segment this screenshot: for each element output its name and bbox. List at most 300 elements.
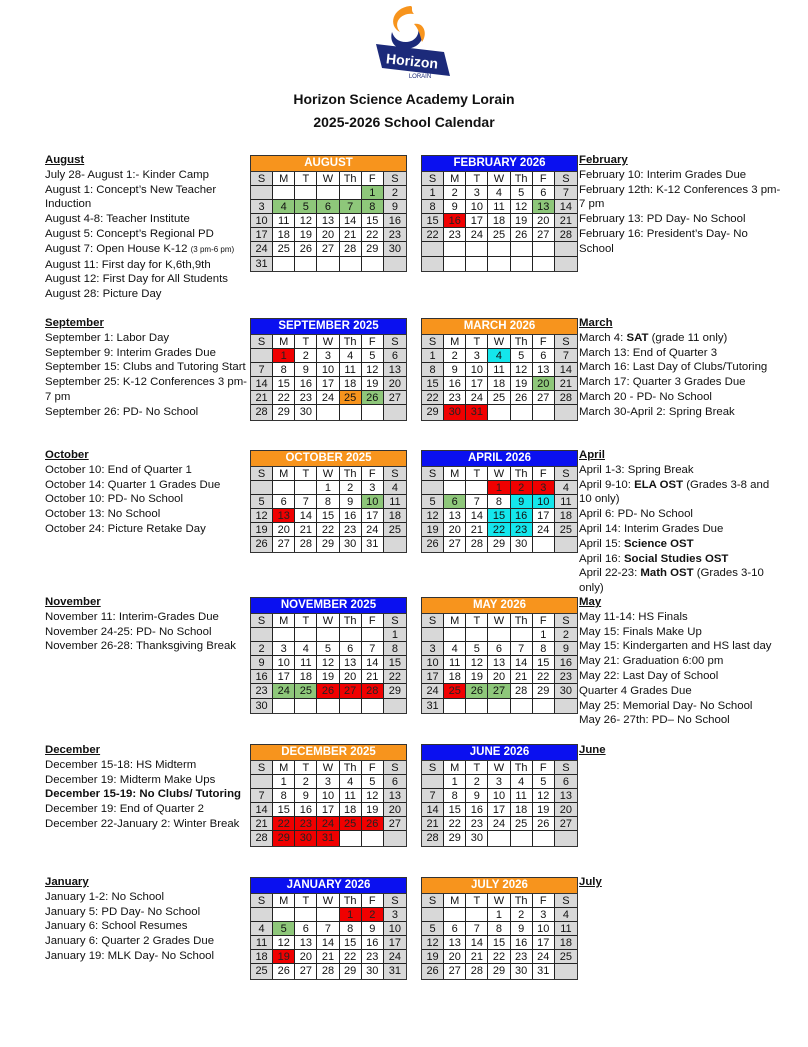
calendar-day: 25 bbox=[555, 523, 577, 537]
weekday-label: S bbox=[422, 467, 444, 481]
calendar-empty-cell bbox=[466, 628, 488, 642]
calendar-day: 6 bbox=[340, 642, 362, 656]
calendar-day: 30 bbox=[251, 699, 273, 713]
calendar-day: 16 bbox=[251, 670, 273, 684]
weekday-label: Th bbox=[511, 761, 533, 775]
calendar-month-header: JANUARY 2026 bbox=[251, 878, 406, 894]
calendar-day: 10 bbox=[533, 922, 555, 936]
calendar-day: 3 bbox=[488, 775, 510, 789]
calendar-day: 12 bbox=[295, 214, 317, 228]
calendar-day: 4 bbox=[340, 775, 362, 789]
weekday-label: F bbox=[362, 467, 384, 481]
calendar-day: 28 bbox=[295, 537, 317, 551]
section-heading: May bbox=[579, 596, 602, 608]
calendar-day: 29 bbox=[273, 405, 295, 419]
calendar-month-header: APRIL 2026 bbox=[422, 451, 577, 467]
calendar-day: 11 bbox=[340, 789, 362, 803]
calendar-day: 27 bbox=[384, 391, 406, 405]
calendar-day: 17 bbox=[317, 803, 339, 817]
calendar-empty-cell bbox=[444, 242, 466, 256]
weekday-label: T bbox=[466, 335, 488, 349]
calendar-day: 23 bbox=[362, 950, 384, 964]
calendar-day: 7 bbox=[555, 349, 577, 363]
calendar-day: 10 bbox=[251, 214, 273, 228]
section-heading: June bbox=[579, 744, 606, 756]
weekday-label: W bbox=[317, 335, 339, 349]
calendar-day: 23 bbox=[511, 950, 533, 964]
calendar-day: 22 bbox=[444, 817, 466, 831]
calendar-october-2025 bbox=[250, 450, 407, 553]
weekday-label: W bbox=[488, 614, 510, 628]
calendar-day: 30 bbox=[340, 537, 362, 551]
calendar-day: 19 bbox=[533, 803, 555, 817]
calendar-day: 5 bbox=[533, 775, 555, 789]
event-item: October 14: Quarter 1 Grades Due bbox=[45, 478, 221, 491]
calendar-day: 14 bbox=[251, 803, 273, 817]
calendar-day: 24 bbox=[533, 950, 555, 964]
calendar-day: 19 bbox=[422, 950, 444, 964]
calendar-month-header: OCTOBER 2025 bbox=[251, 451, 406, 467]
svg-text:Horizon: Horizon bbox=[385, 50, 439, 72]
calendar-empty-cell bbox=[466, 699, 488, 713]
calendar-empty-cell bbox=[555, 964, 577, 978]
weekday-label: S bbox=[555, 467, 577, 481]
calendar-day: 16 bbox=[511, 509, 533, 523]
calendar-day: 14 bbox=[251, 377, 273, 391]
calendar-november-2025 bbox=[250, 597, 407, 714]
calendar-empty-cell bbox=[444, 699, 466, 713]
calendar-empty-cell bbox=[295, 257, 317, 271]
calendar-empty-cell bbox=[488, 242, 510, 256]
calendar-day: 6 bbox=[488, 642, 510, 656]
calendar-empty-cell bbox=[533, 831, 555, 845]
calendar-day: 21 bbox=[422, 817, 444, 831]
calendar-day: 4 bbox=[488, 186, 510, 200]
calendar-empty-cell bbox=[295, 481, 317, 495]
event-item: May 15: Finals Make Up bbox=[579, 625, 702, 638]
calendar-empty-cell bbox=[384, 537, 406, 551]
weekday-label: S bbox=[555, 335, 577, 349]
calendar-day: 29 bbox=[533, 684, 555, 698]
weekday-label: S bbox=[251, 761, 273, 775]
calendar-empty-cell bbox=[555, 537, 577, 551]
calendar-day: 13 bbox=[295, 936, 317, 950]
calendar-day: 17 bbox=[466, 377, 488, 391]
calendar-day: 22 bbox=[362, 228, 384, 242]
calendar-day: 16 bbox=[511, 936, 533, 950]
event-item: October 10: PD- No School bbox=[45, 493, 184, 506]
calendar-day: 19 bbox=[362, 803, 384, 817]
calendar-day: 6 bbox=[295, 922, 317, 936]
calendar-day: 20 bbox=[273, 523, 295, 537]
weekday-label: Th bbox=[511, 335, 533, 349]
calendar-empty-cell bbox=[362, 405, 384, 419]
calendar-empty-cell bbox=[444, 908, 466, 922]
calendar-day: 13 bbox=[340, 656, 362, 670]
calendar-day: 2 bbox=[362, 908, 384, 922]
calendar-day: 26 bbox=[511, 228, 533, 242]
calendar-empty-cell bbox=[511, 628, 533, 642]
weekday-label: F bbox=[362, 894, 384, 908]
weekday-label: T bbox=[295, 172, 317, 186]
calendar-day: 27 bbox=[533, 228, 555, 242]
calendar-day: 21 bbox=[362, 670, 384, 684]
calendar-month-header: AUGUST bbox=[251, 156, 406, 172]
calendar-day: 9 bbox=[444, 200, 466, 214]
calendar-day: 12 bbox=[422, 509, 444, 523]
calendar-day: 17 bbox=[422, 670, 444, 684]
calendar-day: 7 bbox=[362, 642, 384, 656]
calendar-day: 8 bbox=[488, 922, 510, 936]
calendar-day: 20 bbox=[533, 214, 555, 228]
calendar-day: 12 bbox=[533, 789, 555, 803]
calendar-empty-cell bbox=[466, 257, 488, 271]
event-item: March 13: End of Quarter 3 bbox=[579, 346, 718, 359]
calendar-day: 18 bbox=[488, 377, 510, 391]
calendar-day: 13 bbox=[488, 656, 510, 670]
calendar-day: 26 bbox=[362, 391, 384, 405]
weekday-label: W bbox=[488, 172, 510, 186]
event-item: April 1-3: Spring Break bbox=[579, 463, 694, 476]
calendar-day: 27 bbox=[273, 537, 295, 551]
calendar-day: 2 bbox=[444, 349, 466, 363]
calendar-day: 30 bbox=[295, 831, 317, 845]
calendar-empty-cell bbox=[362, 257, 384, 271]
events-august bbox=[45, 153, 250, 302]
calendar-day: 23 bbox=[295, 391, 317, 405]
calendar-day: 5 bbox=[511, 186, 533, 200]
calendar-day: 17 bbox=[488, 803, 510, 817]
calendar-day: 11 bbox=[273, 214, 295, 228]
calendar-empty-cell bbox=[251, 775, 273, 789]
calendar-day: 28 bbox=[466, 537, 488, 551]
calendar-empty-cell bbox=[533, 257, 555, 271]
calendar-day: 24 bbox=[317, 817, 339, 831]
calendar-empty-cell bbox=[251, 628, 273, 642]
calendar-april-2026 bbox=[421, 450, 578, 553]
calendar-day: 24 bbox=[273, 684, 295, 698]
calendar-day: 3 bbox=[384, 908, 406, 922]
events-june bbox=[579, 743, 784, 758]
calendar-day: 31 bbox=[251, 257, 273, 271]
calendar-day: 17 bbox=[251, 228, 273, 242]
calendar-day: 27 bbox=[295, 964, 317, 978]
calendar-day: 4 bbox=[273, 200, 295, 214]
calendar-day: 26 bbox=[273, 964, 295, 978]
calendar-day: 23 bbox=[555, 670, 577, 684]
weekday-label: F bbox=[533, 335, 555, 349]
event-item: August 4-8: Teacher Institute bbox=[45, 213, 190, 226]
calendar-empty-cell bbox=[317, 628, 339, 642]
events-october bbox=[45, 448, 250, 537]
calendar-day: 14 bbox=[466, 509, 488, 523]
calendar-empty-cell bbox=[422, 908, 444, 922]
weekday-label: S bbox=[422, 172, 444, 186]
weekday-label: F bbox=[533, 761, 555, 775]
event-item: October 13: No School bbox=[45, 508, 161, 521]
event-item: May 21: Graduation 6:00 pm bbox=[579, 655, 724, 668]
calendar-empty-cell bbox=[295, 628, 317, 642]
calendar-day: 8 bbox=[422, 200, 444, 214]
calendar-day: 7 bbox=[422, 789, 444, 803]
weekday-label: Th bbox=[340, 172, 362, 186]
calendar-march-2026 bbox=[421, 318, 578, 421]
calendar-day: 9 bbox=[555, 642, 577, 656]
calendar-day: 4 bbox=[251, 922, 273, 936]
calendar-august bbox=[250, 155, 407, 272]
calendar-day: 13 bbox=[444, 936, 466, 950]
calendar-day: 29 bbox=[488, 537, 510, 551]
calendar-day: 19 bbox=[273, 950, 295, 964]
calendar-day: 31 bbox=[422, 699, 444, 713]
calendar-day: 26 bbox=[295, 242, 317, 256]
calendar-day: 25 bbox=[340, 391, 362, 405]
calendar-day: 18 bbox=[444, 670, 466, 684]
calendar-empty-cell bbox=[422, 257, 444, 271]
calendar-day: 1 bbox=[273, 775, 295, 789]
calendar-day: 16 bbox=[384, 214, 406, 228]
events-february bbox=[579, 153, 784, 257]
calendar-day: 9 bbox=[511, 922, 533, 936]
calendar-day: 4 bbox=[555, 908, 577, 922]
weekday-label: Th bbox=[340, 894, 362, 908]
calendar-day: 31 bbox=[466, 405, 488, 419]
calendar-empty-cell bbox=[555, 242, 577, 256]
calendar-empty-cell bbox=[362, 699, 384, 713]
events-july bbox=[579, 875, 784, 890]
calendar-empty-cell bbox=[422, 628, 444, 642]
event-item: November 24-25: PD- No School bbox=[45, 625, 212, 638]
calendar-day: 17 bbox=[273, 670, 295, 684]
section-heading: September bbox=[45, 317, 104, 329]
calendar-day: 20 bbox=[317, 228, 339, 242]
calendar-day: 22 bbox=[317, 523, 339, 537]
calendar-day: 3 bbox=[251, 200, 273, 214]
calendar-day: 19 bbox=[317, 670, 339, 684]
calendar-day: 4 bbox=[340, 349, 362, 363]
svg-text:LORAIN: LORAIN bbox=[408, 74, 432, 80]
calendar-day: 4 bbox=[488, 349, 510, 363]
calendar-day: 6 bbox=[384, 349, 406, 363]
event-item: January 19: MLK Day- No School bbox=[45, 949, 215, 962]
weekday-label: M bbox=[444, 894, 466, 908]
calendar-day: 18 bbox=[384, 509, 406, 523]
event-item: February 10: Interim Grades Due bbox=[579, 168, 747, 181]
calendar-day: 9 bbox=[384, 200, 406, 214]
calendar-day: 13 bbox=[273, 509, 295, 523]
calendar-day: 1 bbox=[444, 775, 466, 789]
calendar-day: 26 bbox=[251, 537, 273, 551]
calendar-day: 17 bbox=[533, 509, 555, 523]
event-item: February 16: President’s Day- No School bbox=[579, 227, 748, 255]
calendar-day: 18 bbox=[511, 803, 533, 817]
calendar-day: 1 bbox=[362, 186, 384, 200]
calendar-title: 2025-2026 School Calendar bbox=[313, 114, 495, 130]
event-item: November 11: Interim-Grades Due bbox=[45, 610, 219, 623]
event-item: December 15-19: No Clubs/ Tutoring bbox=[45, 788, 241, 801]
calendar-day: 13 bbox=[317, 214, 339, 228]
calendar-day: 15 bbox=[273, 377, 295, 391]
weekday-label: Th bbox=[340, 614, 362, 628]
calendar-day: 30 bbox=[466, 831, 488, 845]
event-item: October 10: End of Quarter 1 bbox=[45, 463, 192, 476]
calendar-day: 24 bbox=[488, 817, 510, 831]
calendar-day: 16 bbox=[295, 803, 317, 817]
calendar-day: 18 bbox=[340, 377, 362, 391]
weekday-label: S bbox=[384, 172, 406, 186]
calendar-day: 30 bbox=[444, 405, 466, 419]
calendar-day: 10 bbox=[317, 363, 339, 377]
calendar-empty-cell bbox=[555, 405, 577, 419]
calendar-day: 29 bbox=[444, 831, 466, 845]
calendar-day: 7 bbox=[317, 922, 339, 936]
weekday-label: S bbox=[251, 467, 273, 481]
calendar-empty-cell bbox=[273, 481, 295, 495]
event-item: April 14: Interim Grades Due bbox=[579, 522, 724, 535]
calendar-day: 19 bbox=[422, 523, 444, 537]
calendar-day: 21 bbox=[340, 228, 362, 242]
calendar-day: 17 bbox=[533, 936, 555, 950]
calendar-day: 28 bbox=[466, 964, 488, 978]
event-item: April 6: PD- No School bbox=[579, 508, 693, 521]
calendar-day: 7 bbox=[295, 495, 317, 509]
calendar-day: 27 bbox=[555, 817, 577, 831]
calendar-empty-cell bbox=[384, 699, 406, 713]
events-april bbox=[579, 448, 784, 596]
calendar-day: 30 bbox=[384, 242, 406, 256]
calendar-day: 17 bbox=[362, 509, 384, 523]
event-item: December 15-18: HS Midterm bbox=[45, 758, 197, 771]
calendar-empty-cell bbox=[511, 831, 533, 845]
calendar-day: 24 bbox=[362, 523, 384, 537]
calendar-july-2026 bbox=[421, 877, 578, 980]
weekday-label: W bbox=[488, 335, 510, 349]
calendar-day: 25 bbox=[444, 684, 466, 698]
calendar-month-header: FEBRUARY 2026 bbox=[422, 156, 577, 172]
calendar-day: 23 bbox=[444, 391, 466, 405]
calendar-day: 8 bbox=[488, 495, 510, 509]
calendar-day: 10 bbox=[362, 495, 384, 509]
calendar-empty-cell bbox=[362, 831, 384, 845]
weekday-label: Th bbox=[511, 467, 533, 481]
weekday-label: W bbox=[488, 894, 510, 908]
calendar-day: 25 bbox=[273, 242, 295, 256]
calendar-empty-cell bbox=[362, 628, 384, 642]
calendar-day: 12 bbox=[317, 656, 339, 670]
calendar-day: 1 bbox=[488, 481, 510, 495]
calendar-day: 8 bbox=[273, 363, 295, 377]
calendar-day: 29 bbox=[422, 405, 444, 419]
weekday-label: F bbox=[362, 172, 384, 186]
weekday-label: M bbox=[273, 614, 295, 628]
event-item: September 25: K-12 Conferences 3 pm-7 pm bbox=[45, 376, 247, 403]
calendar-day: 2 bbox=[340, 481, 362, 495]
calendar-day: 10 bbox=[466, 363, 488, 377]
calendar-day: 15 bbox=[317, 509, 339, 523]
weekday-label: W bbox=[317, 467, 339, 481]
calendar-day: 31 bbox=[533, 964, 555, 978]
calendar-day: 24 bbox=[422, 684, 444, 698]
calendar-day: 3 bbox=[466, 186, 488, 200]
calendar-day: 21 bbox=[555, 377, 577, 391]
calendar-day: 19 bbox=[295, 228, 317, 242]
calendar-empty-cell bbox=[444, 257, 466, 271]
section-heading: March bbox=[579, 317, 613, 329]
calendar-empty-cell bbox=[340, 186, 362, 200]
calendar-day: 10 bbox=[466, 200, 488, 214]
calendar-day: 21 bbox=[251, 817, 273, 831]
calendar-day: 14 bbox=[295, 509, 317, 523]
calendar-empty-cell bbox=[422, 242, 444, 256]
calendar-day: 1 bbox=[422, 349, 444, 363]
weekday-label: M bbox=[444, 172, 466, 186]
event-item: December 19: End of Quarter 2 bbox=[45, 803, 204, 816]
weekday-label: S bbox=[422, 761, 444, 775]
event-item: October 24: Picture Retake Day bbox=[45, 522, 206, 535]
calendar-day: 6 bbox=[273, 495, 295, 509]
calendar-day: 11 bbox=[488, 363, 510, 377]
calendar-day: 25 bbox=[384, 523, 406, 537]
weekday-label: M bbox=[444, 467, 466, 481]
event-item: November 26-28: Thanksgiving Break bbox=[45, 640, 236, 653]
calendar-day: 11 bbox=[488, 200, 510, 214]
calendar-day: 11 bbox=[511, 789, 533, 803]
calendar-empty-cell bbox=[340, 628, 362, 642]
event-item: January 6: School Resumes bbox=[45, 920, 188, 933]
weekday-label: S bbox=[555, 894, 577, 908]
calendar-day: 6 bbox=[444, 495, 466, 509]
calendar-september-2025 bbox=[250, 318, 407, 421]
calendar-day: 28 bbox=[422, 831, 444, 845]
calendar-day: 21 bbox=[317, 950, 339, 964]
section-heading: February bbox=[579, 154, 628, 166]
calendar-empty-cell bbox=[444, 628, 466, 642]
calendar-day: 20 bbox=[488, 670, 510, 684]
calendar-day: 8 bbox=[362, 200, 384, 214]
calendar-day: 6 bbox=[555, 775, 577, 789]
calendar-day: 12 bbox=[362, 363, 384, 377]
calendar-day: 26 bbox=[511, 391, 533, 405]
calendar-empty-cell bbox=[533, 242, 555, 256]
calendar-day: 18 bbox=[555, 509, 577, 523]
calendar-day: 5 bbox=[466, 642, 488, 656]
calendar-day: 15 bbox=[533, 656, 555, 670]
event-item: March 4: SAT (grade 11 only) bbox=[579, 331, 728, 344]
calendar-day: 30 bbox=[511, 537, 533, 551]
calendar-day: 23 bbox=[384, 228, 406, 242]
calendar-day: 15 bbox=[488, 509, 510, 523]
weekday-label: M bbox=[444, 761, 466, 775]
calendar-day: 1 bbox=[317, 481, 339, 495]
event-item: March 17: Quarter 3 Grades Due bbox=[579, 376, 746, 389]
calendar-day: 27 bbox=[488, 684, 510, 698]
weekday-label: T bbox=[466, 172, 488, 186]
weekday-label: F bbox=[533, 894, 555, 908]
calendar-day: 28 bbox=[340, 242, 362, 256]
weekday-label: W bbox=[488, 467, 510, 481]
events-september bbox=[45, 316, 250, 420]
calendar-empty-cell bbox=[511, 405, 533, 419]
calendar-month-header: JULY 2026 bbox=[422, 878, 577, 894]
event-item: April 16: Social Studies OST bbox=[579, 552, 729, 565]
weekday-label: M bbox=[273, 761, 295, 775]
calendar-day: 22 bbox=[273, 817, 295, 831]
weekday-label: F bbox=[362, 761, 384, 775]
calendar-day: 1 bbox=[340, 908, 362, 922]
weekday-label: W bbox=[317, 761, 339, 775]
section-heading: July bbox=[579, 876, 602, 888]
calendar-day: 14 bbox=[555, 363, 577, 377]
